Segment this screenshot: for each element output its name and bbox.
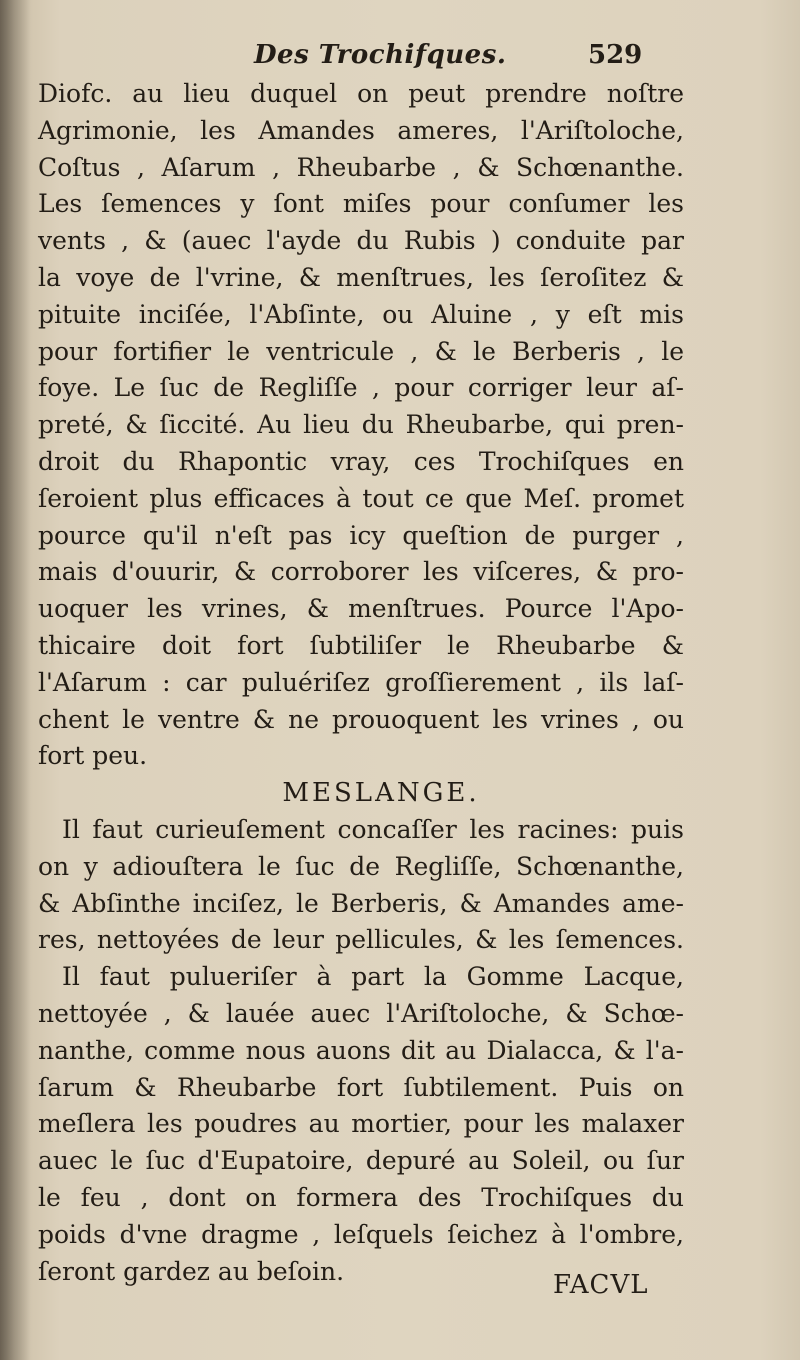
text-line: la voye de l'vrine, & menſtrues, les ſeroſitez &	[38, 262, 684, 292]
text-line: droit du Rhapontic vray, ces Trochiſques en	[38, 446, 684, 476]
text-line: Coſtus , Aſarum , Rheubarbe , & Schœnanthe.	[38, 152, 684, 182]
text-line: poids d'vne dragme , leſquels ſeichez à l'ombre,	[38, 1219, 684, 1249]
text-line: auec le ſuc d'Eupatoire, depuré au Soleil, ou ſur	[38, 1146, 684, 1176]
text-line: thicaire doit fort ſubtiliſer le Rheubarbe &	[38, 630, 684, 660]
catchword: FACVL	[553, 1270, 649, 1300]
text-line: Diofc. au lieu duquel on peut prendre noſtre	[38, 79, 684, 108]
text-line: uoquer les vrines, & menſtrues. Pource l'Apo-	[38, 594, 684, 624]
text-line: pituite inciſée, l'Abſinte, ou Aluine , y eſt mis	[38, 299, 684, 329]
text-line: nanthe, comme nous auons dit au Dialacca, & l'a-	[38, 1035, 684, 1065]
text-line: res, nettoyées de leur pellicules, & les ſemences.	[38, 925, 684, 955]
text-line: mais d'ouurir, & corroborer les viſceres, & pro-	[38, 557, 684, 587]
text-line: le feu , dont on formera des Trochiſques du	[38, 1182, 684, 1212]
text-line: on y adiouſtera le ſuc de Regliſſe, Schœnanthe,	[38, 851, 684, 881]
text-line: pour fortifier le ventricule , & le Berberis , le	[38, 336, 684, 366]
text-line: Agrimonie, les Amandes ameres, l'Ariſtoloche,	[38, 115, 684, 145]
text-line: fort peu.	[38, 741, 148, 771]
text-line: pource qu'il n'eſt pas icy queſtion de purger ,	[38, 520, 684, 550]
text-line: Il faut curieuſement concaſſer les racines: puis	[62, 814, 684, 844]
text-line: nettoyée , & lauée auec l'Ariſtoloche, & Schœ-	[38, 998, 684, 1028]
text-line: Les ſemences y ſont miſes pour conſumer les	[38, 189, 684, 219]
text-line: ſeroient plus efficaces à tout ce que Meſ. promet	[38, 483, 684, 513]
running-title: Des Trochifques.	[254, 40, 507, 70]
text-line: & Abſinthe inciſez, le Berberis, & Amandes ame-	[38, 888, 684, 918]
text-line: chent le ventre & ne prouoquent les vrines , ou	[38, 704, 684, 734]
text-line: ſeront gardez au beſoin.	[38, 1256, 345, 1286]
page-number: 529	[588, 40, 643, 70]
text-line: preté, & ſiccité. Au lieu du Rheubarbe, qui pren-	[38, 410, 684, 440]
text-line: meſlera les poudres au mortier, pour les malaxer	[38, 1109, 684, 1139]
text-line: Il faut pulueriſer à part la Gomme Lacque,	[62, 962, 684, 992]
text-line: ſarum & Rheubarbe fort ſubtilement. Puis on	[38, 1072, 684, 1102]
text-line: vents , & (auec l'ayde du Rubis ) conduite par	[38, 226, 684, 256]
body-text	[38, 76, 684, 1290]
gutter-shadow	[0, 0, 30, 1360]
text-line: l'Aſarum : car puluériſez groſſierement , ils laſ-	[38, 667, 684, 697]
section-heading: MESLANGE.	[282, 778, 480, 809]
text-line: foye. Le ſuc de Regliſſe , pour corriger leur aſ-	[38, 373, 684, 403]
